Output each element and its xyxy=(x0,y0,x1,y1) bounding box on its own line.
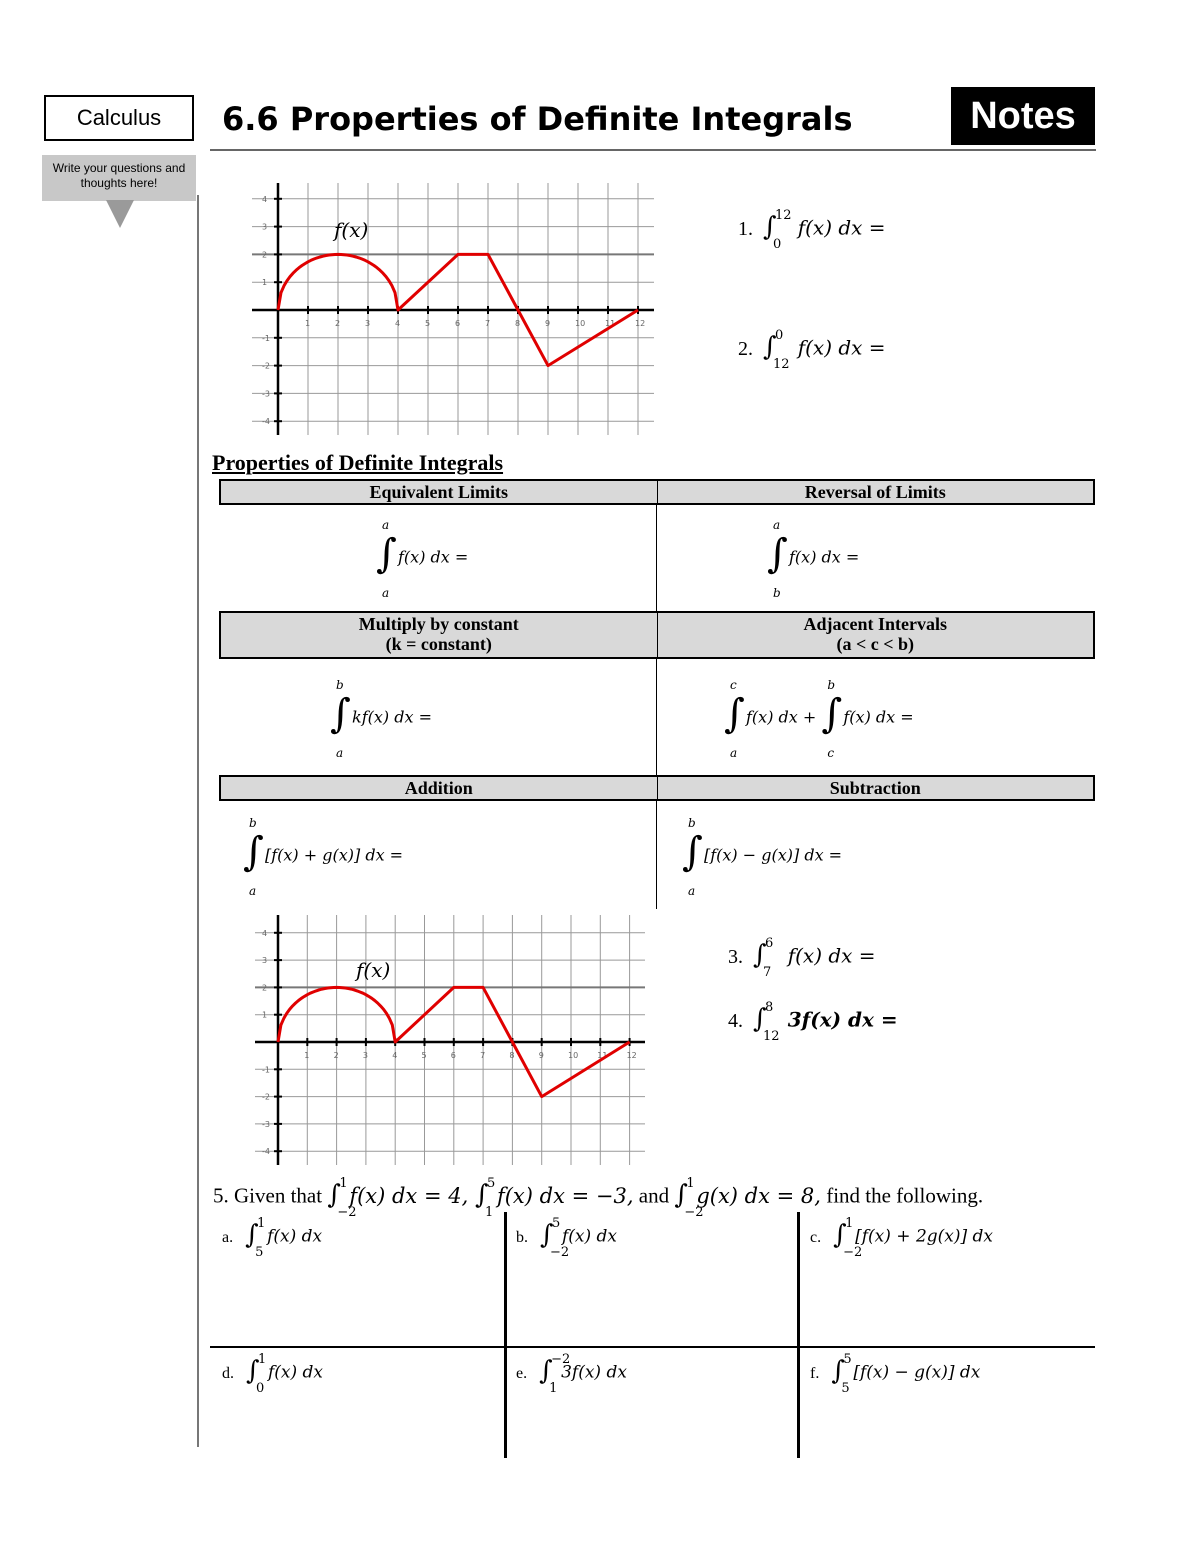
x-tick-label: 11 xyxy=(597,1051,608,1060)
upper-limit: 1 xyxy=(258,1352,267,1367)
q3-upper: 6 xyxy=(765,936,774,951)
integral-sign: ∫ 1 −2 xyxy=(833,1216,863,1260)
x-tick-label: 1 xyxy=(304,1051,310,1060)
q5-intro: 5. Given that xyxy=(213,1183,328,1208)
x-tick-label: 11 xyxy=(605,319,616,328)
lower-limit: 1 xyxy=(549,1381,558,1396)
prop-subtraction xyxy=(682,816,843,898)
y-tick-label: -3 xyxy=(262,1119,270,1129)
q5-part-d xyxy=(222,1352,324,1396)
integral-sign: ∫ 1 0 xyxy=(246,1352,267,1396)
q5-tail: find the following. xyxy=(820,1183,984,1208)
addition-header: Addition xyxy=(404,778,473,798)
integral-sign: ∫ b a xyxy=(682,816,703,898)
part-integrand: f(x) dx xyxy=(267,1226,323,1247)
grid-hline xyxy=(210,1346,1095,1348)
upper-limit: b xyxy=(827,678,836,692)
section-heading: Properties of Definite Integrals xyxy=(212,450,504,475)
subtraction-header: Subtraction xyxy=(657,777,1094,799)
lower-limit: −2 xyxy=(684,1205,704,1220)
x-tick-label: 2 xyxy=(333,1051,339,1060)
integrand-2: f(x) dx = xyxy=(843,707,914,727)
integrand: f(x) dx = xyxy=(789,547,860,567)
grid-vline-1 xyxy=(504,1212,507,1458)
question-3 xyxy=(728,936,876,980)
integral-sign: ∫ b a xyxy=(330,678,351,760)
y-tick-label: 1 xyxy=(262,278,268,288)
upper-limit: b xyxy=(249,816,257,830)
q4-number: 4. xyxy=(728,1009,743,1032)
upper-limit: 1 xyxy=(339,1176,348,1191)
upper-limit: b xyxy=(336,678,344,692)
lower-limit: a xyxy=(688,884,696,898)
y-tick-label: -1 xyxy=(262,333,270,343)
upper-limit: 1 xyxy=(257,1216,266,1231)
upper-limit: a xyxy=(773,518,781,532)
x-tick-label: 3 xyxy=(365,319,371,328)
lower-limit: −2 xyxy=(337,1205,357,1220)
x-tick-label: 9 xyxy=(538,1051,544,1060)
integral-sign: ∫ 1 5 xyxy=(245,1216,266,1260)
part-letter: c. xyxy=(810,1228,822,1246)
integral-sign: ∫ 1 −2 xyxy=(327,1176,357,1220)
prop-addition xyxy=(243,816,404,898)
q2-upper: 0 xyxy=(775,328,784,343)
integral-sign: ∫ −2 1 xyxy=(539,1352,571,1396)
upper-limit: 1 xyxy=(845,1216,854,1231)
y-tick-label: 2 xyxy=(262,250,268,260)
integrand: kf(x) dx = xyxy=(352,707,432,727)
margin-line xyxy=(197,195,199,1447)
y-tick-label: 4 xyxy=(262,928,268,938)
question-5 xyxy=(213,1176,984,1220)
q5-given-3: g(x) dx = 8, xyxy=(696,1183,821,1208)
x-tick-label: 6 xyxy=(450,1051,456,1060)
row3-header xyxy=(219,775,1095,801)
multiply-constant-header xyxy=(221,613,657,657)
q4-body: 3f(x) dx = xyxy=(787,1007,898,1032)
x-tick-label: 7 xyxy=(485,319,491,328)
y-tick-label: -2 xyxy=(262,361,270,371)
integrand: [f(x) − g(x)] dx = xyxy=(704,845,843,865)
integrand: f(x) dx = xyxy=(398,547,469,567)
x-tick-label: 10 xyxy=(568,1051,579,1060)
q1-body: f(x) dx = xyxy=(797,215,886,240)
adjacent-intervals-title: Adjacent Intervals xyxy=(803,614,947,634)
title-divider xyxy=(210,149,1096,151)
x-tick-label: 12 xyxy=(635,319,646,328)
part-integrand: 3f(x) dx xyxy=(561,1362,627,1383)
column-divider xyxy=(656,505,657,612)
x-tick-label: 5 xyxy=(421,1051,427,1060)
equivalent-limits-header: Equivalent Limits xyxy=(369,482,509,502)
y-tick-label: -1 xyxy=(262,1065,270,1075)
prop-multiply-constant xyxy=(330,678,432,760)
q1-lower: 0 xyxy=(773,237,782,252)
q3-number: 3. xyxy=(728,945,743,968)
q5-part-c xyxy=(810,1216,993,1260)
y-tick-label: -3 xyxy=(262,389,270,399)
course-label: Calculus xyxy=(44,95,194,141)
part-letter: b. xyxy=(516,1228,528,1246)
adjacent-intervals-header xyxy=(657,613,1094,657)
question-4 xyxy=(728,1000,898,1044)
integral-sign: ∫ 1 −2 xyxy=(674,1176,704,1220)
y-tick-label: 3 xyxy=(262,956,268,966)
q5-part-b xyxy=(516,1216,618,1260)
q5-given-2: f(x) dx = −3, xyxy=(496,1183,634,1208)
prop-reversal-limits xyxy=(767,518,860,600)
integral-sign: ∫ 8 12 xyxy=(753,1000,780,1044)
y-tick-label: 1 xyxy=(262,1010,268,1020)
part-letter: a. xyxy=(222,1228,234,1246)
part-letter: f. xyxy=(810,1364,820,1382)
y-tick-label: -4 xyxy=(262,1147,270,1157)
lower-limit: 5 xyxy=(255,1245,264,1260)
integral-sign: ∫ 5 5 xyxy=(831,1352,852,1396)
part-integrand: [f(x) + 2g(x)] dx xyxy=(855,1226,993,1247)
part-integrand: f(x) dx xyxy=(268,1362,324,1383)
lower-limit: 5 xyxy=(841,1381,850,1396)
row1-header xyxy=(219,479,1095,505)
x-tick-label: 7 xyxy=(480,1051,486,1060)
q2-number: 2. xyxy=(738,337,753,360)
lower-limit: −2 xyxy=(843,1245,863,1260)
y-tick-label: -4 xyxy=(262,417,270,427)
y-tick-label: 4 xyxy=(262,194,268,204)
x-tick-label: 8 xyxy=(515,319,521,328)
column-divider xyxy=(656,659,657,776)
x-tick-label: 4 xyxy=(395,319,401,328)
down-arrow-icon xyxy=(106,200,134,228)
column-divider xyxy=(656,801,657,909)
y-tick-label: 3 xyxy=(262,222,268,232)
reversal-limits-header: Reversal of Limits xyxy=(657,481,1094,503)
upper-limit: c xyxy=(730,678,737,692)
lower-limit: −2 xyxy=(550,1245,570,1260)
x-tick-label: 10 xyxy=(575,319,586,328)
integral-sign: ∫ c a xyxy=(724,678,745,760)
integral-sign: ∫ a b xyxy=(767,518,788,600)
q1-upper: 12 xyxy=(775,208,792,223)
x-tick-label: 6 xyxy=(455,319,461,328)
x-tick-label: 4 xyxy=(392,1051,398,1060)
integrand-1: f(x) dx + xyxy=(746,707,817,727)
q4-lower: 12 xyxy=(763,1029,780,1044)
y-tick-label: -2 xyxy=(262,1092,270,1102)
q5-given-1: f(x) dx = 4, xyxy=(349,1183,469,1208)
q5-part-a xyxy=(222,1216,323,1260)
integral-sign: ∫ a a xyxy=(376,518,397,600)
prop-adjacent-intervals xyxy=(724,678,914,760)
q4-upper: 8 xyxy=(765,1000,774,1015)
upper-limit: 5 xyxy=(552,1216,561,1231)
part-letter: d. xyxy=(222,1364,234,1382)
lower-limit: a xyxy=(249,884,257,898)
lower-limit: a xyxy=(336,746,344,760)
adjacent-intervals-sub: (a < c < b) xyxy=(836,634,914,654)
multiply-constant-title: Multiply by constant xyxy=(358,614,519,634)
x-tick-label: 1 xyxy=(305,319,311,328)
lower-limit: 0 xyxy=(256,1381,265,1396)
q5-and: and xyxy=(633,1183,675,1208)
lower-limit: a xyxy=(730,746,738,760)
lower-limit: 1 xyxy=(484,1205,494,1220)
prop-equivalent-limits xyxy=(376,518,469,600)
x-tick-label: 5 xyxy=(425,319,431,328)
q3-lower: 7 xyxy=(763,965,772,980)
integral-sign: ∫ 0 12 xyxy=(763,328,790,372)
upper-limit: a xyxy=(382,518,390,532)
upper-limit: 5 xyxy=(486,1176,496,1191)
x-tick-label: 9 xyxy=(545,319,551,328)
lower-limit: b xyxy=(773,586,781,600)
q1-number: 1. xyxy=(738,217,753,240)
part-integrand: f(x) dx xyxy=(562,1226,618,1247)
page-title: 6.6 Properties of Definite Integrals xyxy=(222,100,853,138)
integral-sign: ∫ 6 7 xyxy=(753,936,774,980)
x-tick-label: 2 xyxy=(335,319,341,328)
notes-badge: Notes xyxy=(951,87,1095,145)
question-2 xyxy=(738,328,886,372)
question-1 xyxy=(738,208,886,252)
q2-body: f(x) dx = xyxy=(797,335,886,360)
integral-sign: ∫ b c xyxy=(821,678,843,760)
q2-lower: 12 xyxy=(773,357,790,372)
x-tick-label: 8 xyxy=(509,1051,515,1060)
upper-limit: 1 xyxy=(686,1176,695,1191)
integral-sign: ∫ 5 −2 xyxy=(540,1216,570,1260)
multiply-constant-sub: (k = constant) xyxy=(385,634,492,654)
graph-2-label: f(x) xyxy=(356,958,391,982)
y-tick-label: 2 xyxy=(262,983,268,993)
integral-sign: ∫ 12 0 xyxy=(763,208,792,252)
upper-limit: b xyxy=(688,816,696,830)
upper-limit: 5 xyxy=(843,1352,852,1367)
integrand: [f(x) + g(x)] dx = xyxy=(265,845,404,865)
lower-limit: c xyxy=(827,746,835,760)
x-tick-label: 12 xyxy=(626,1051,637,1060)
part-integrand: [f(x) − g(x)] dx xyxy=(853,1362,981,1383)
q3-body: f(x) dx = xyxy=(787,943,876,968)
graph-1-label: f(x) xyxy=(334,218,369,242)
x-tick-label: 3 xyxy=(362,1051,368,1060)
q5-part-f xyxy=(810,1352,981,1396)
row2-header xyxy=(219,611,1095,659)
side-note: Write your questions and thoughts here! xyxy=(42,155,196,201)
upper-limit: −2 xyxy=(551,1352,571,1367)
integral-sign: ∫ b a xyxy=(243,816,264,898)
graph-2 xyxy=(255,915,645,1165)
lower-limit: a xyxy=(382,586,390,600)
integral-sign: ∫ 5 1 xyxy=(474,1176,496,1220)
graph-1 xyxy=(252,183,654,435)
q5-part-e xyxy=(516,1352,627,1396)
grid-vline-2 xyxy=(797,1212,800,1458)
part-letter: e. xyxy=(516,1364,528,1382)
